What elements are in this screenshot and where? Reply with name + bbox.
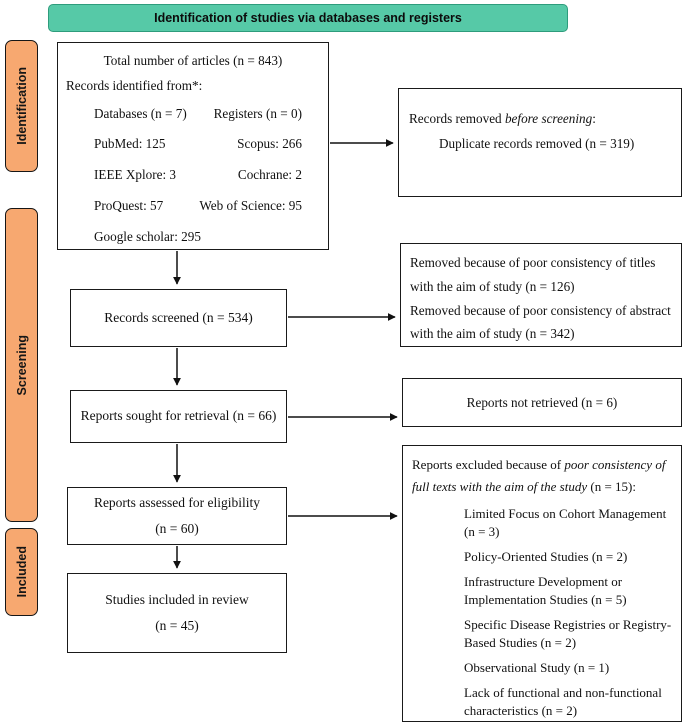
stage-label-included: Included	[14, 546, 29, 598]
stage-bar-screening	[5, 208, 38, 522]
removed-before-prefix: Records removed	[409, 111, 505, 126]
box-reports-not-retrieved	[402, 378, 682, 427]
excluded-head	[412, 454, 672, 498]
box-studies-included	[67, 573, 287, 653]
box-records-screened	[70, 289, 287, 347]
included-line2: (n = 45)	[155, 618, 199, 633]
identified-cell: Scopus: 266	[237, 136, 302, 152]
sought-label: Reports sought for retrieval (n = 66)	[80, 408, 277, 424]
stage-bar-identification	[5, 40, 38, 172]
identified-subtitle: Records identified from*:	[66, 77, 203, 93]
identified-row	[94, 135, 302, 153]
identified-cell: PubMed: 125	[94, 136, 166, 152]
box-records-removed-before-screening	[398, 88, 682, 197]
identified-row	[94, 105, 302, 123]
box-removed-titles-abstract	[400, 243, 682, 347]
not-retrieved-label: Reports not retrieved (n = 6)	[466, 394, 618, 410]
removed-titles-line: Removed because of poor consistency of titles with the aim of study (n = 126)	[410, 255, 656, 294]
excluded-item: Lack of functional and non-functional characteristics (n = 2)	[464, 684, 662, 718]
removed-before-suffix: :	[592, 111, 596, 126]
excluded-item: Infrastructure Development or Implementation Studies (n = 5)	[464, 574, 627, 607]
assessed-line1: Reports assessed for eligibility	[93, 494, 261, 510]
box-reports-assessed	[67, 487, 287, 545]
identified-title: Total number of articles (n = 843)	[103, 53, 283, 68]
box-records-identified	[57, 42, 329, 250]
box-reports-excluded	[402, 445, 682, 722]
removed-before-head	[409, 110, 671, 128]
excluded-suffix: (n = 15):	[587, 479, 636, 495]
screened-label: Records screened (n = 534)	[104, 309, 253, 325]
identified-cell: ProQuest: 57	[94, 198, 164, 214]
excluded-item: Specific Disease Registries or Registry-Based Studies (n = 2)	[464, 616, 672, 650]
assessed-line2: (n = 60)	[155, 521, 199, 536]
excluded-item: Limited Focus on Cohort Management (n = 3)	[464, 506, 667, 540]
excluded-item: Observational Study (n = 1)	[464, 659, 610, 675]
identified-row	[94, 166, 302, 184]
included-line1: Studies included in review	[105, 591, 249, 607]
excluded-italic: poor consistency of full texts with the aim of the study	[412, 457, 666, 495]
removed-before-italic: before screening	[504, 111, 593, 126]
identified-cell: Google scholar: 295	[94, 228, 201, 244]
stage-bar-included	[5, 528, 38, 616]
excluded-item: Policy-Oriented Studies (n = 2)	[464, 549, 628, 565]
removed-abstract-line: Removed because of poor consistency of abstract with the aim of study (n = 342)	[410, 302, 671, 342]
identified-row	[94, 197, 302, 215]
identified-cell: IEEE Xplore: 3	[94, 167, 177, 183]
identified-row	[94, 228, 302, 246]
identified-cell: Databases (n = 7)	[94, 105, 187, 121]
stage-label-identification: Identification	[14, 67, 29, 145]
stage-label-screening: Screening	[14, 334, 29, 396]
box-reports-sought	[70, 390, 287, 443]
excluded-prefix: Reports excluded because of	[412, 457, 565, 472]
identified-cell: Cochrane: 2	[237, 167, 302, 183]
banner	[48, 4, 568, 32]
identified-cell: Registers (n = 0)	[213, 105, 302, 121]
banner-label: Identification of studies via databases and registers	[154, 11, 462, 25]
identified-cell: Web of Science: 95	[199, 198, 302, 214]
removed-before-detail: Duplicate records removed (n = 319)	[439, 135, 635, 151]
